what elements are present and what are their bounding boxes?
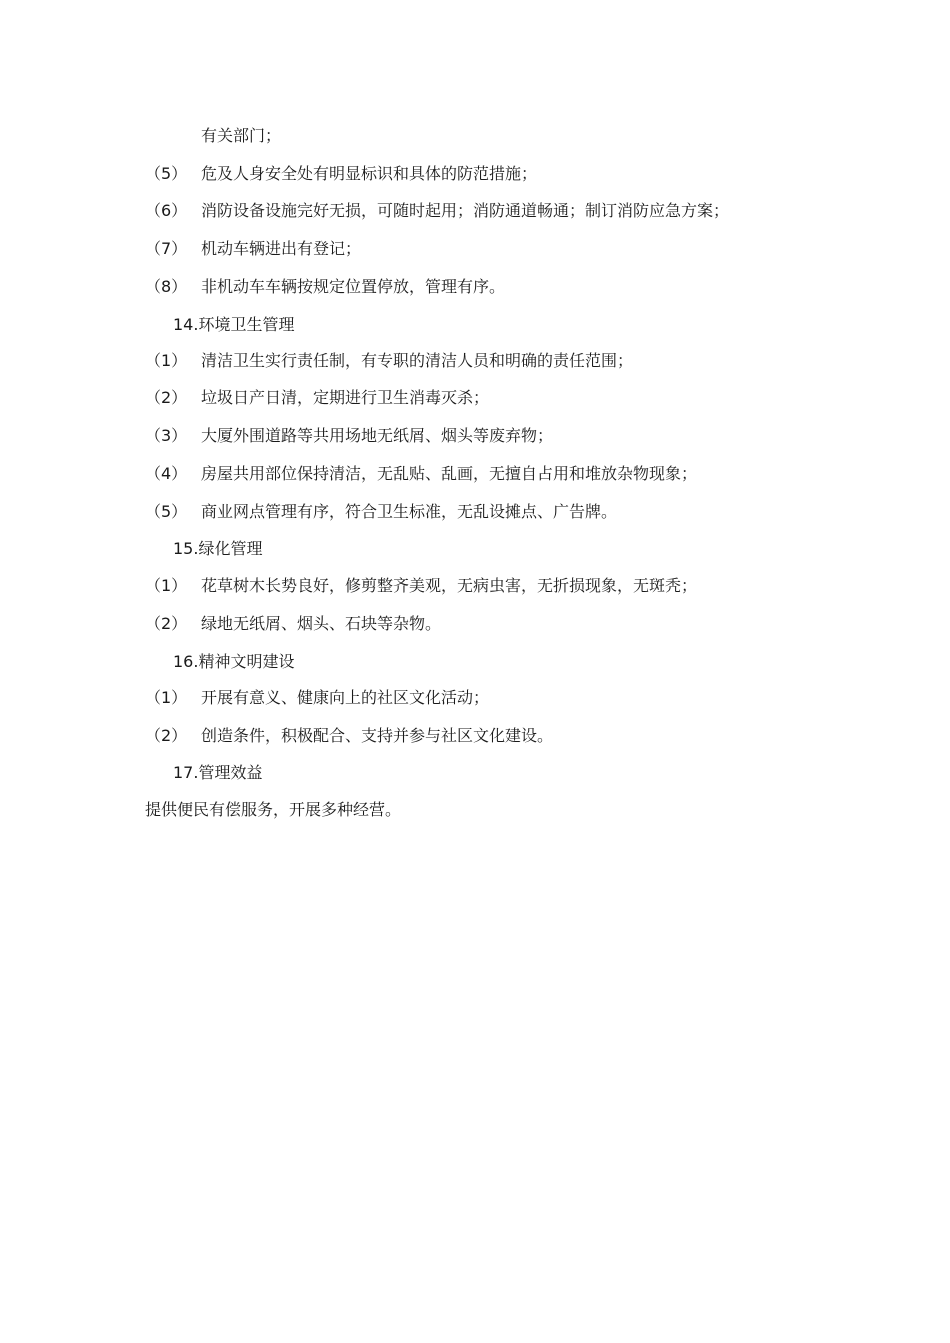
list-item	[145, 388, 489, 408]
continuation-line	[201, 126, 281, 146]
heading-text: 管理效益	[198, 763, 263, 782]
item-number: （7）	[145, 239, 188, 258]
heading-text: 绿化管理	[198, 539, 263, 558]
item-number: （5）	[145, 502, 188, 521]
list-item	[145, 576, 697, 596]
item-text: 大厦外围道路等共用场地无纸屑、烟头等废弃物；	[201, 426, 554, 445]
item-number: （3）	[145, 426, 188, 445]
heading-number: 16.	[173, 652, 199, 671]
plain-paragraph	[145, 800, 401, 820]
item-text: 垃圾日产日清，定期进行卫生消毒灭杀；	[201, 388, 490, 407]
item-number: （1）	[145, 351, 188, 370]
section-heading	[173, 315, 294, 335]
list-item	[145, 164, 537, 184]
list-item	[145, 614, 441, 634]
item-text: 绿地无纸屑、烟头、石块等杂物。	[201, 614, 442, 633]
heading-text: 环境卫生管理	[198, 315, 295, 334]
item-text: 房屋共用部位保持清洁，无乱贴、乱画，无擅自占用和堆放杂物现象；	[201, 464, 698, 483]
item-text: 消防设备设施完好无损，可随时起用；消防通道畅通；制订消防应急方案；	[201, 201, 730, 220]
item-number: （2）	[145, 726, 188, 745]
item-text: 商业网点管理有序，符合卫生标准，无乱设摊点、广告牌。	[201, 502, 618, 521]
item-number: （1）	[145, 576, 188, 595]
item-number: （2）	[145, 614, 188, 633]
heading-number: 15.	[173, 539, 199, 558]
list-item	[145, 277, 505, 297]
item-text: 开展有意义、健康向上的社区文化活动；	[201, 688, 490, 707]
list-item	[145, 426, 553, 446]
list-item	[145, 351, 633, 371]
item-text: 花草树木长势良好，修剪整齐美观，无病虫害，无折损现象，无斑秃；	[201, 576, 698, 595]
item-text: 机动车辆进出有登记；	[201, 239, 362, 258]
item-number: （8）	[145, 277, 188, 296]
list-item	[145, 502, 617, 522]
heading-number: 17.	[173, 763, 199, 782]
heading-text: 精神文明建设	[198, 652, 295, 671]
list-item	[145, 239, 361, 259]
list-item	[145, 464, 697, 484]
item-number: （5）	[145, 164, 188, 183]
item-text: 清洁卫生实行责任制，有专职的清洁人员和明确的责任范围；	[201, 351, 634, 370]
list-item	[145, 688, 489, 708]
list-item	[145, 726, 553, 746]
list-item	[145, 201, 729, 221]
paragraph-text: 提供便民有偿服务，开展多种经营。	[145, 800, 402, 819]
item-number: （4）	[145, 464, 188, 483]
section-heading	[173, 763, 262, 783]
section-heading	[173, 539, 262, 559]
heading-number: 14.	[173, 315, 199, 334]
item-number: （2）	[145, 388, 188, 407]
item-text: 危及人身安全处有明显标识和具体的防范措施；	[201, 164, 538, 183]
item-number: （1）	[145, 688, 188, 707]
line-text: 有关部门；	[201, 126, 282, 145]
section-heading	[173, 652, 294, 672]
item-number: （6）	[145, 201, 188, 220]
item-text: 非机动车车辆按规定位置停放，管理有序。	[201, 277, 506, 296]
item-text: 创造条件，积极配合、支持并参与社区文化建设。	[201, 726, 554, 745]
